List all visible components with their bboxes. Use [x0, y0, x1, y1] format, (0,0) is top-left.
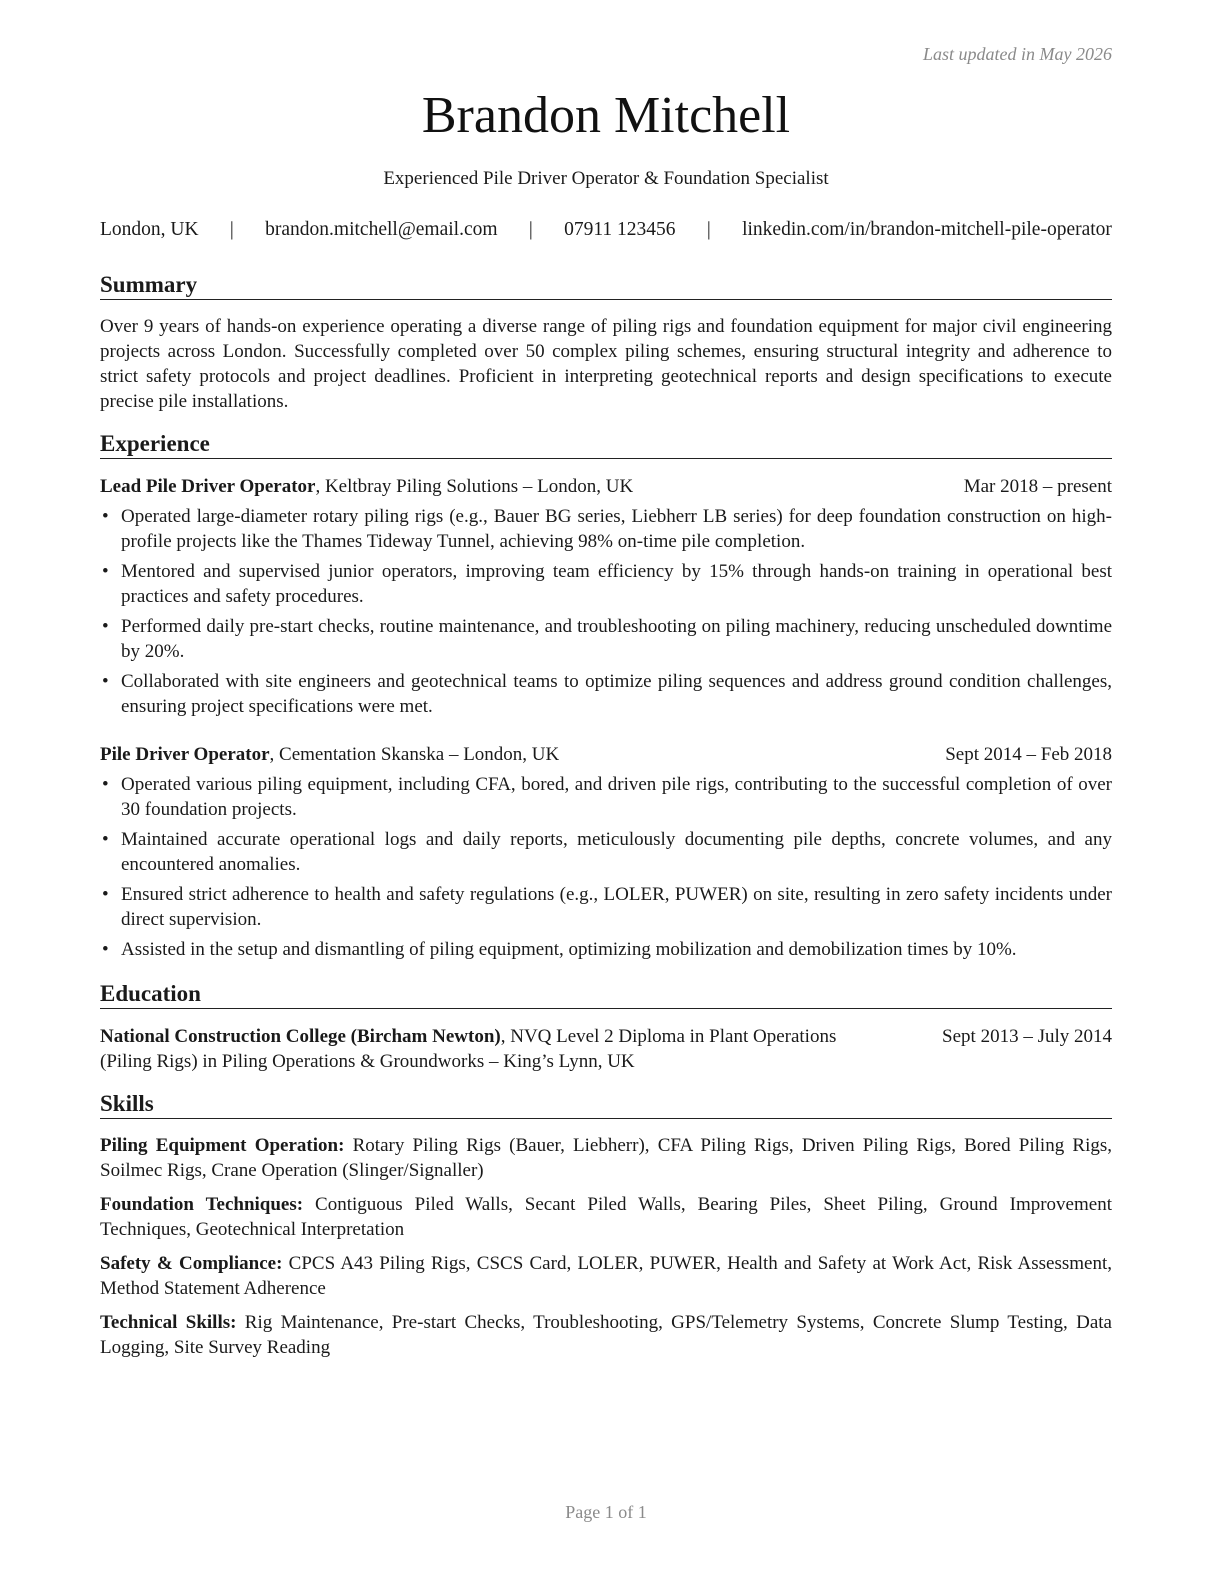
contact-location: London, UK — [100, 219, 199, 240]
bullet-item: • Maintained accurate operational logs and daily reports, meticulously documenting pile depths, concrete volumes, and any encountered anomalies. — [100, 827, 1112, 877]
contact-separator: | — [229, 219, 234, 240]
bullet-item: • Ensured strict adherence to health and safety regulations (e.g., LOLER, PUWER) on site, resulting in zero safety incidents under direct supervision. — [100, 882, 1112, 932]
skill-line — [100, 1251, 1112, 1301]
education-dates: Sept 2013 – July 2014 — [942, 1026, 1112, 1047]
skill-line — [100, 1310, 1112, 1360]
job-role: Pile Driver Operator — [100, 744, 270, 765]
bullet-item: • Operated various piling equipment, including CFA, bored, and driven pile rigs, contributing to the successful completion of over 30 foundation projects. — [100, 772, 1112, 822]
bullet-item: • Operated large-diameter rotary piling rigs (e.g., Bauer BG series, Liebherr LB series) for deep foundation construction on high-profile projects like the Thames Tideway Tunnel, achieving 98% on-time pile completion. — [100, 504, 1112, 554]
skill-line — [100, 1192, 1112, 1242]
education-detail: , NVQ Level 2 Diploma in Plant Operations (Piling Rigs) in Piling Operations & Groundworks – King’s Lynn, UK — [100, 1026, 837, 1072]
bullet-item: • Performed daily pre-start checks, routine maintenance, and troubleshooting on piling machinery, reducing unscheduled downtime by 20%. — [100, 614, 1112, 664]
education-entry — [100, 1024, 1112, 1074]
bullet-item: • Assisted in the setup and dismantling of piling equipment, optimizing mobilization and demobilization times by 10%. — [100, 937, 1112, 962]
skill-label: Safety & Compliance: — [100, 1253, 283, 1274]
job-header — [100, 474, 1112, 499]
bullet-item: • Mentored and supervised junior operators, improving team efficiency by 15% through hands-on training in operational best practices and safety procedures. — [100, 559, 1112, 609]
job-dates: Mar 2018 – present — [963, 476, 1112, 497]
job-bullets — [100, 772, 1112, 967]
job-company: , Keltbray Piling Solutions – London, UK — [315, 476, 634, 497]
bullet-item: • Collaborated with site engineers and geotechnical teams to optimize piling sequences and address ground condition challenges, ensuring project specifications were met. — [100, 669, 1112, 719]
section-title-summary: Summary — [100, 272, 1112, 300]
skill-text: Rotary Piling Rigs (Bauer, Liebherr), CFA Piling Rigs, Driven Piling Rigs, Bored Piling Rigs, Soilmec Rigs, Crane Operation (Slinger/Signaller) — [100, 1135, 1112, 1181]
skill-label: Foundation Techniques: — [100, 1194, 304, 1215]
skill-text: Rig Maintenance, Pre-start Checks, Troubleshooting, GPS/Telemetry Systems, Concrete Slump Testing, Data Logging, Site Survey Reading — [100, 1312, 1112, 1358]
contact-separator: | — [706, 219, 711, 240]
job-company: , Cementation Skanska – London, UK — [269, 744, 560, 765]
education-school: National Construction College (Bircham Newton) — [100, 1026, 501, 1047]
job-dates: Sept 2014 – Feb 2018 — [945, 744, 1112, 765]
skill-text: CPCS A43 Piling Rigs, CSCS Card, LOLER, PUWER, Health and Safety at Work Act, Risk Assessment, Method Statement Adherence — [100, 1253, 1112, 1299]
headline: Experienced Pile Driver Operator & Foundation Specialist — [383, 168, 829, 189]
job-header — [100, 742, 1112, 767]
job-role: Lead Pile Driver Operator — [100, 476, 316, 497]
resume-page — [100, 0, 1112, 1584]
summary-text: Over 9 years of hands-on experience operating a diverse range of piling rigs and foundation equipment for major civil engineering projects across London. Successfully completed over 50 complex piling schemes, ensuring structural integrity and adherence to strict safety protocols and project deadlines. Proficient in interpreting geotechnical reports and design specifications to execute precise pile installations. — [100, 316, 1112, 412]
skill-text: Contiguous Piled Walls, Secant Piled Walls, Bearing Piles, Sheet Piling, Ground Improvement Techniques, Geotechnical Interpretation — [100, 1194, 1112, 1240]
candidate-name: Brandon Mitchell — [421, 87, 791, 144]
section-title-experience: Experience — [100, 431, 1112, 459]
contact-separator: | — [528, 219, 533, 240]
section-title-skills: Skills — [100, 1091, 1112, 1119]
skill-label: Piling Equipment Operation: — [100, 1135, 345, 1156]
section-title-education: Education — [100, 981, 1112, 1009]
contact-email[interactable]: brandon.mitchell@email.com — [265, 219, 498, 240]
job-bullets — [100, 504, 1112, 724]
skill-line — [100, 1133, 1112, 1183]
contact-linkedin[interactable]: linkedin.com/in/brandon-mitchell-pile-operator — [742, 219, 1112, 240]
last-updated: Last updated in May 2026 — [923, 44, 1112, 64]
contact-phone[interactable]: 07911 123456 — [564, 219, 676, 240]
skill-label: Technical Skills: — [100, 1312, 237, 1333]
page-number: Page 1 of 1 — [565, 1502, 647, 1522]
contact-line — [100, 219, 1112, 241]
